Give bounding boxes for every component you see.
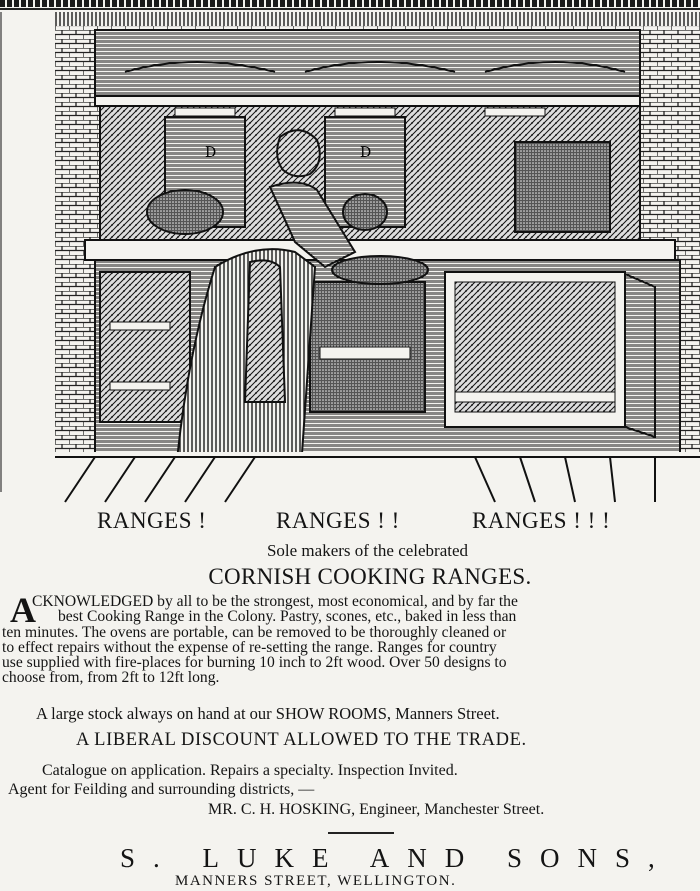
sole-makers-line: Sole makers of the celebrated xyxy=(266,541,469,560)
advert-body xyxy=(2,590,700,687)
discount-line: A LIBERAL DISCOUNT ALLOWED TO THE TRADE. xyxy=(76,730,527,750)
body-line-2: best Cooking Range in the Colony. Pastry, scones, etc., baked in less than xyxy=(58,608,517,626)
top-border-line xyxy=(0,8,700,10)
body-line-6: choose from, from 2ft to 12ft long. xyxy=(2,669,220,687)
body-line-5: use supplied with fire-places for burning 10 inch to 2ft wood. Over 50 designs to xyxy=(2,654,507,672)
agent-line: Agent for Feilding and surrounding districts, — xyxy=(8,781,315,798)
cooking-range-illustration xyxy=(55,12,700,504)
headline-1: RANGES ! xyxy=(97,508,207,533)
catalogue-line: Catalogue on application. Repairs a specialty. Inspection Invited. xyxy=(42,762,458,779)
top-border-rule xyxy=(0,0,700,7)
body-line-3: ten minutes. The ovens are portable, can be removed to be thoroughly cleaned or xyxy=(2,623,507,641)
firm-address: MANNERS STREET, WELLINGTON. xyxy=(175,873,457,889)
firm-name: S. LUKE AND SONS, xyxy=(120,843,673,873)
agent-name: MR. C. H. HOSKING, Engineer, Manchester Street. xyxy=(208,801,545,818)
drop-cap: A xyxy=(10,590,36,630)
svg-text:D: D xyxy=(205,145,217,161)
svg-text:D: D xyxy=(360,145,372,161)
ranges-headline xyxy=(0,508,700,540)
headline-2: RANGES ! ! xyxy=(276,508,400,533)
stock-line: A large stock always on hand at our SHOW ROOMS, Manners Street. xyxy=(36,704,500,723)
body-line-4: to effect repairs without the expense of re-setting the range. Ranges for country xyxy=(2,638,497,656)
headline-3: RANGES ! ! ! xyxy=(472,508,611,533)
body-line-1: CKNOWLEDGED by all to be the strongest, most economical, and by far the xyxy=(32,593,518,610)
left-column-rule xyxy=(0,12,2,492)
divider-rule xyxy=(328,832,394,834)
product-title: CORNISH COOKING RANGES. xyxy=(208,564,532,589)
